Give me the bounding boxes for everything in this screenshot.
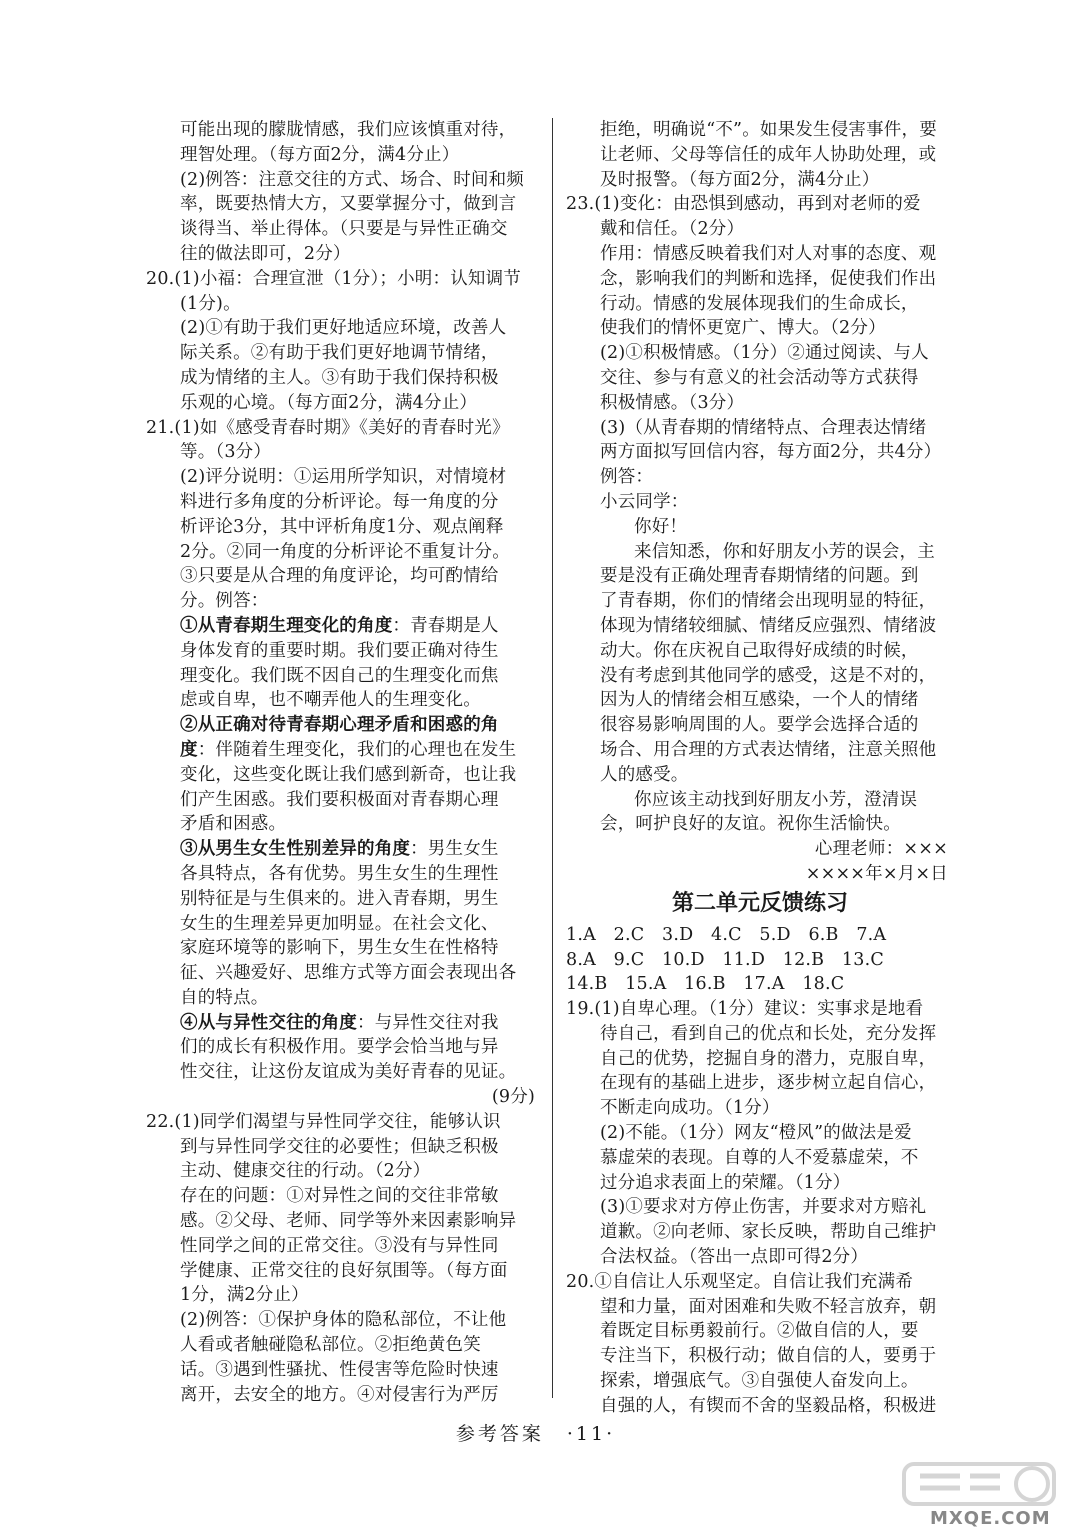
column-divider (552, 118, 553, 1398)
text-line: 人的感受。 (600, 764, 689, 785)
text-line: 21.(1)如《感受青春时期》《美好的青春时光》 (146, 417, 510, 438)
bold-phrase: ④从与异性交往的角度 (180, 1012, 357, 1033)
text-line: 心理老师：××× (814, 839, 948, 860)
text-line (146, 1011, 541, 1036)
text-line: (3)（从青春期的情绪特点、合理表达情绪 (600, 417, 927, 438)
text-line: ××××年×月×日 (805, 863, 948, 884)
text-line: 望和力量，面对困难和失败不轻言放弃，朝 (600, 1296, 937, 1317)
text-line: 交往、参与有意义的社会活动等方式获得 (600, 367, 919, 388)
text-line: 乐观的心境。（每方面2分，满4分止） (180, 392, 478, 413)
text-line: 们产生困惑。我们要积极面对青春期心理 (180, 789, 499, 810)
left-column (146, 118, 541, 1407)
text-line: 性同学之间的正常交往。③没有与异性同 (180, 1235, 499, 1256)
text-line: ③只要是从合理的角度评论，均可酌情给 (180, 566, 499, 587)
text-line: 14.B 15.A 16.B 17.A 18.C (566, 974, 845, 995)
text-line: 20.(1)小福：合理宣泄（1分）；小明：认知调节 (146, 268, 522, 289)
bold-phrase: ②从正确对待青春期心理矛盾和困惑的角 (180, 715, 499, 736)
text-line: 两方面拟写回信内容，每方面2分，共4分） (600, 442, 942, 463)
text-line: 各具特点，各有优势。男生女生的生理性 (180, 863, 499, 884)
text-line: 场合、用合理的方式表达情绪，注意关照他 (600, 739, 937, 760)
section-title: 第二单元反馈练习 (671, 890, 848, 916)
text-line: 学健康、正常交往的良好氛围等。（每方面 (180, 1260, 508, 1281)
text-line: 分。例答： (180, 591, 269, 612)
text-line: 往的做法即可，2分） (180, 243, 351, 264)
text-line: 动大。你在庆祝自己取得好成绩的时候， (600, 640, 919, 661)
text-line: 积极情感。（3分） (600, 392, 745, 413)
line-rest: ：青春期是人 (392, 615, 499, 636)
text-line: 8.A 9.C 10.D 11.D 12.B 13.C (566, 949, 884, 970)
text-line: (2)例答：注意交往的方式、场合、时间和频 (180, 169, 524, 190)
text-line: 来信知悉，你和好朋友小芳的误会，主 (634, 541, 935, 562)
text-line: (2)①积极情感。（1分）②通过阅读、与人 (600, 343, 929, 364)
text-line: 人看或者触碰隐私部位。②拒绝黄色笑 (180, 1335, 481, 1356)
line-rest: ：男生女生 (410, 839, 499, 860)
text-line: 际关系。②有助于我们更好地调节情绪， (180, 343, 499, 364)
text-line: 析评论3分，其中评析角度1分、观点阐释 (180, 516, 504, 537)
line-rest: ：与异性交往对我 (357, 1012, 499, 1033)
text-line: 你好！ (634, 516, 688, 537)
text-line: 在现有的基础上进步，逐步树立起自信心， (600, 1073, 937, 1094)
text-line: 拒绝，明确说“不”。如果发生侵害事件，要 (600, 120, 937, 140)
text-line: 女生的生理差异更加明显。在社会文化、 (180, 913, 499, 934)
text-line: 1.A 2.C 3.D 4.C 5.D 6.B 7.A (566, 924, 887, 945)
text-line: 存在的问题：①对异性之间的交往非常敏 (180, 1186, 499, 1207)
text-line: 念，影响我们的判断和选择，促使我们作出 (600, 268, 937, 289)
text-line: 23.(1)变化：由恐惧到感动，再到对老师的爱 (566, 194, 921, 215)
text-line: 小云同学： (600, 491, 689, 512)
text-line: (3)①要求对方停止伤害，并要求对方赔礼 (600, 1197, 927, 1218)
text-line: 让老师、父母等信任的成年人协助处理，或 (600, 144, 937, 165)
text-line: 自的特点。 (180, 987, 269, 1008)
text-line: (2)评分说明：①运用所学知识，对情境材 (180, 467, 507, 488)
bold-phrase: ①从青春期生理变化的角度 (180, 615, 393, 636)
text-line: 22.(1)同学们渴望与异性同学交往，能够认识 (146, 1111, 501, 1132)
text-line: 体现为情绪较细腻、情绪反应强烈、情绪波 (600, 615, 937, 636)
text-line: 变化，这些变化既让我们感到新奇，也让我 (180, 764, 517, 785)
watermark-text: MXQE.COM (930, 1508, 1051, 1529)
text-line (146, 738, 541, 763)
text-line: 理智处理。（每方面2分，满4分止） (180, 144, 460, 165)
text-line: 料进行多角度的分析评论。每一角度的分 (180, 491, 499, 512)
text-line: 过分追求表面上的荣耀。（1分） (600, 1172, 851, 1193)
text-line: 到与异性同学交往的必要性；但缺乏积极 (180, 1136, 499, 1157)
text-line: 2分。②同一角度的分析评论不重复计分。 (180, 541, 510, 562)
text-line: 征、兴趣爱好、思维方式等方面会表现出各 (180, 963, 517, 984)
text-line: (9分) (491, 1087, 535, 1108)
text-line: 感。②父母、老师、同学等外来因素影响异 (180, 1211, 517, 1232)
text-line: 话。③遇到性骚扰、性侵害等危险时快速 (180, 1359, 499, 1380)
text-line: 你应该主动找到好朋友小芳，澄清误 (634, 789, 918, 810)
text-line: 因为人的情绪会相互感染，一个人的情绪 (600, 690, 919, 711)
text-line: 虑或自卑，也不嘲弄他人的生理变化。 (180, 690, 481, 711)
text-line: 成为情绪的主人。③有助于我们保持积极 (180, 367, 499, 388)
text-line: 使我们的情怀更宽广、博大。（2分） (600, 318, 886, 339)
text-line: 探索，增强底气。③自强使人奋发向上。 (600, 1371, 919, 1392)
bold-phrase: 度 (180, 739, 198, 760)
text-line: 谈得当、举止得体。（只要是与异性正确交 (180, 219, 508, 240)
text-line: 自己的优势，挖掘自身的潜力，克服自卑， (600, 1048, 937, 1069)
text-line (146, 614, 541, 639)
text-line: (2)①有助于我们更好地适应环境，改善人 (180, 318, 507, 339)
text-line: 合法权益。（答出一点即可得2分） (600, 1247, 869, 1268)
text-line: 自强的人，有锲而不舍的坚毅品格，积极进 (600, 1395, 937, 1416)
footer-label: 参考答案 (455, 1423, 544, 1445)
text-line: 不断走向成功。（1分） (600, 1098, 780, 1119)
text-line: (2)例答：①保护身体的隐私部位，不让他 (180, 1310, 507, 1331)
text-line: 例答： (600, 467, 654, 488)
page-number: ·11· (566, 1423, 616, 1445)
right-column (566, 118, 954, 1419)
text-line: 了青春期，你们的情绪会出现明显的特征， (600, 591, 937, 612)
text-line: 19.(1)自卑心理。（1分）建议：实事求是地看 (566, 999, 924, 1020)
text-line: 家庭环境等的影响下，男生女生在性格特 (180, 938, 499, 959)
text-line: 主动、健康交往的行动。（2分） (180, 1161, 431, 1182)
page-footer (0, 1419, 1071, 1446)
text-line: 身体发育的重要时期。我们要正确对待生 (180, 640, 499, 661)
text-line: (1分)。 (180, 293, 241, 314)
text-line: 1分，满2分止） (180, 1285, 309, 1306)
line-rest: ：伴随着生理变化，我们的心理也在发生 (197, 739, 517, 760)
text-line: 戴和信任。（2分） (600, 219, 745, 240)
text-line: 慕虚荣的表现。自尊的人不爱慕虚荣，不 (600, 1147, 919, 1168)
text-line: 行动。情感的发展体现我们的生命成长， (600, 293, 919, 314)
text-line (146, 713, 541, 738)
text-line: 20.①自信让人乐观坚定。自信让我们充满希 (566, 1271, 914, 1292)
text-line (146, 837, 541, 862)
text-line: 可能出现的朦胧情感，我们应该慎重对待， (180, 120, 517, 140)
text-line: 离开，去安全的地方。④对侵害行为严厉 (180, 1384, 499, 1405)
text-line: 性交往，让这份友谊成为美好青春的见证。 (180, 1062, 517, 1083)
text-line: (2)不能。（1分）网友“橙风”的做法是爱 (600, 1123, 912, 1144)
text-line: 及时报警。（每方面2分，满4分止） (600, 169, 880, 190)
text-line: 很容易影响周围的人。要学会选择合适的 (600, 715, 919, 736)
text-line: 等。（3分） (180, 442, 272, 463)
text-line: 道歉。②向老师、家长反映，帮助自己维护 (600, 1222, 937, 1243)
text-line: 会，呵护良好的友谊。祝你生活愉快。 (600, 814, 901, 835)
bold-phrase: ③从男生女生性别差异的角度 (180, 839, 411, 860)
text-line: 要是没有正确处理青春期情绪的问题。到 (600, 566, 919, 587)
text-line: 待自己，看到自己的优点和长处，充分发挥 (600, 1023, 937, 1044)
text-line: 们的成长有积极作用。要学会恰当地与异 (180, 1037, 499, 1058)
text-line: 没有考虑到其他同学的感受，这是不对的， (600, 665, 937, 686)
text-line: 率，既要热情大方，又要掌握分寸，做到言 (180, 194, 517, 215)
text-line: 别特征是与生俱来的。进入青春期，男生 (180, 888, 499, 909)
text-line: 专注当下，积极行动；做自信的人，要勇于 (600, 1346, 937, 1367)
text-line: 理变化。我们既不因自己的生理变化而焦 (180, 665, 499, 686)
text-line: 着既定目标勇毅前行。②做自信的人，要 (600, 1321, 919, 1342)
text-line: 矛盾和困惑。 (180, 814, 287, 835)
text-line: 作用：情感反映着我们对人对事的态度、观 (600, 243, 937, 264)
